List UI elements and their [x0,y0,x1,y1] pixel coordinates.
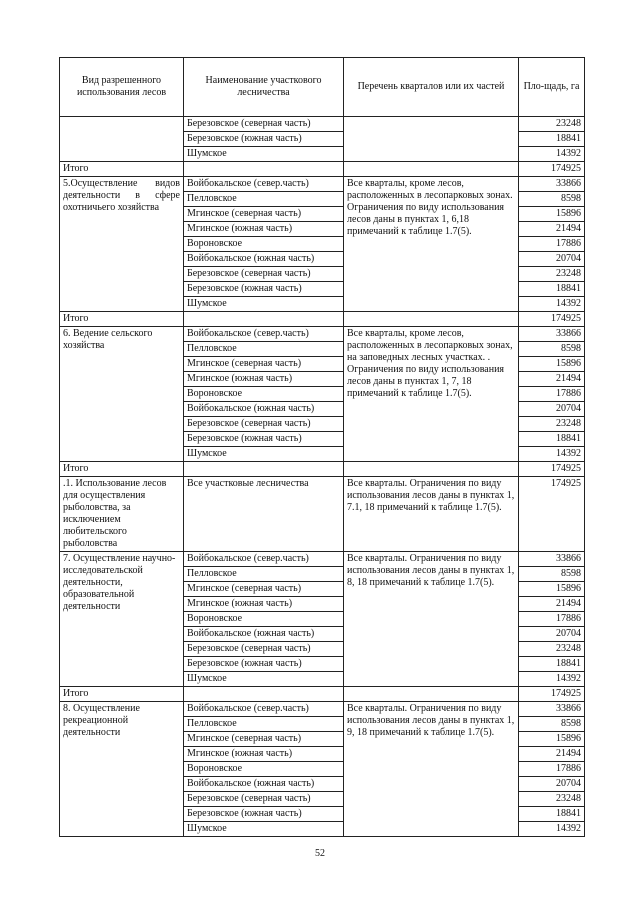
use-type-cell: 6. Ведение сельского хозяйства [60,327,184,462]
forestry-cell: Мгинское (северная часть) [184,732,344,747]
table-row [60,117,585,132]
total-label: Итого [60,162,184,177]
area-cell: 18841 [519,432,585,447]
table-row [60,327,585,342]
forestry-cell: Березовское (южная часть) [184,132,344,147]
header-quarters-list: Перечень кварталов или их частей [344,58,519,117]
forestry-cell: Все участковые лесничества [184,477,344,552]
forestry-cell: Войбокальское (южная часть) [184,627,344,642]
quarters-cell: Все кварталы. Ограничения по виду использования лесов даны в пунктах 1, 8, 18 примечаний к таблице 1.7(5). [344,552,519,687]
area-cell: 21494 [519,222,585,237]
area-cell: 20704 [519,252,585,267]
header-use-type: Вид разрешенного использования лесов [60,58,184,117]
area-cell: 18841 [519,657,585,672]
area-cell: 15896 [519,207,585,222]
use-type-cell: 5.Осуществление видов деятельности в сфере охотничьего хозяйства [60,177,184,312]
forestry-cell: Войбокальское (южная часть) [184,402,344,417]
quarters-cell [344,462,519,477]
area-cell: 20704 [519,627,585,642]
forestry-cell [184,162,344,177]
quarters-cell [344,117,519,162]
forestry-cell: Мгинское (южная часть) [184,747,344,762]
area-cell: 21494 [519,372,585,387]
area-cell: 14392 [519,297,585,312]
use-type-cell: 7. Осуществление научно-исследовательской деятельности, образовательной деятельности [60,552,184,687]
forestry-cell: Войбокальское (север.часть) [184,702,344,717]
area-cell: 174925 [519,312,585,327]
table-header-row [60,58,585,117]
table-row [60,702,585,717]
forestry-cell: Шумское [184,447,344,462]
forestry-cell: Войбокальское (южная часть) [184,252,344,267]
forestry-cell [184,312,344,327]
forestry-cell: Березовское (южная часть) [184,432,344,447]
forestry-cell: Мгинское (северная часть) [184,357,344,372]
forestry-cell: Пелловское [184,192,344,207]
area-cell: 14392 [519,822,585,837]
area-cell: 174925 [519,462,585,477]
area-cell: 8598 [519,192,585,207]
forestry-cell: Пелловское [184,342,344,357]
forestry-cell: Войбокальское (север.часть) [184,327,344,342]
header-area: Пло-щадь, га [519,58,585,117]
quarters-cell: Все кварталы. Ограничения по виду использования лесов даны в пунктах 1, 7.1, 18 примечаний к таблице 1.7(5). [344,477,519,552]
forestry-cell: Березовское (северная часть) [184,642,344,657]
area-cell: 8598 [519,342,585,357]
forestry-cell: Вороновское [184,237,344,252]
forestry-cell: Вороновское [184,612,344,627]
use-type-cell: 8. Осуществление рекреационной деятельности [60,702,184,837]
total-label: Итого [60,462,184,477]
area-cell: 33866 [519,177,585,192]
area-cell: 17886 [519,762,585,777]
area-cell: 18841 [519,807,585,822]
forestry-cell: Пелловское [184,717,344,732]
quarters-cell: Все кварталы. Ограничения по виду использования лесов даны в пунктах 1, 9, 18 примечаний к таблице 1.7(5). [344,702,519,837]
area-cell: 17886 [519,237,585,252]
area-cell: 17886 [519,387,585,402]
area-cell: 20704 [519,402,585,417]
forestry-cell: Березовское (северная часть) [184,267,344,282]
area-cell: 14392 [519,147,585,162]
table-row [60,477,585,552]
area-cell: 21494 [519,747,585,762]
area-cell: 20704 [519,777,585,792]
forestry-cell: Мгинское (южная часть) [184,222,344,237]
forestry-cell: Войбокальское (север.часть) [184,177,344,192]
total-row [60,687,585,702]
forestry-cell: Березовское (южная часть) [184,282,344,297]
forestry-cell: Мгинское (северная часть) [184,582,344,597]
area-cell: 23248 [519,792,585,807]
area-cell: 33866 [519,552,585,567]
forestry-cell [184,687,344,702]
area-cell: 14392 [519,447,585,462]
quarters-cell [344,312,519,327]
quarters-cell [344,687,519,702]
area-cell: 15896 [519,357,585,372]
forestry-cell: Березовское (южная часть) [184,807,344,822]
page-number: 52 [315,848,325,859]
total-row [60,462,585,477]
area-cell: 33866 [519,327,585,342]
area-cell: 18841 [519,282,585,297]
use-type-cell: .1. Использование лесов для осуществления рыболовства, за исключением любительского рыболовства [60,477,184,552]
total-label: Итого [60,312,184,327]
forestry-cell: Вороновское [184,387,344,402]
forestry-cell: Шумское [184,672,344,687]
area-cell: 23248 [519,642,585,657]
use-type-cell [60,117,184,162]
forestry-cell: Березовское (северная часть) [184,417,344,432]
area-cell: 33866 [519,702,585,717]
table-row [60,177,585,192]
forestry-cell: Мгинское (северная часть) [184,207,344,222]
area-cell: 23248 [519,267,585,282]
area-cell: 174925 [519,687,585,702]
area-cell: 15896 [519,732,585,747]
area-cell: 8598 [519,567,585,582]
forestry-cell: Мгинское (южная часть) [184,372,344,387]
area-cell: 23248 [519,417,585,432]
area-cell: 17886 [519,612,585,627]
header-forestry-name: Наименование участкового лесничества [184,58,344,117]
total-label: Итого [60,687,184,702]
area-cell: 8598 [519,717,585,732]
forest-use-table [59,57,585,837]
area-cell: 14392 [519,672,585,687]
forestry-cell: Мгинское (южная часть) [184,597,344,612]
total-row [60,162,585,177]
forestry-cell: Пелловское [184,567,344,582]
forestry-cell: Войбокальское (южная часть) [184,777,344,792]
area-cell: 174925 [519,477,585,552]
area-cell: 174925 [519,162,585,177]
quarters-cell: Все кварталы, кроме лесов, расположенных в лесопарковых зонах, на заповедных лесных участках. . Ограничения по виду использования лесов даны в пунктах 1, 7, 18 примечаний к таблице 1.7(5). [344,327,519,462]
quarters-cell: Все кварталы, кроме лесов, расположенных в лесопарковых зонах. Ограничения по виду использования лесов даны в пунктах 1, 6,18 примечаний к таблице 1.7(5). [344,177,519,312]
area-cell: 21494 [519,597,585,612]
area-cell: 23248 [519,117,585,132]
forestry-cell: Березовское (северная часть) [184,117,344,132]
forestry-cell [184,462,344,477]
forestry-cell: Шумское [184,147,344,162]
forestry-cell: Шумское [184,297,344,312]
forestry-cell: Войбокальское (север.часть) [184,552,344,567]
forestry-cell: Березовское (южная часть) [184,657,344,672]
area-cell: 18841 [519,132,585,147]
table-row [60,552,585,567]
forestry-cell: Березовское (северная часть) [184,792,344,807]
forestry-cell: Шумское [184,822,344,837]
area-cell: 15896 [519,582,585,597]
forestry-cell: Вороновское [184,762,344,777]
quarters-cell [344,162,519,177]
total-row [60,312,585,327]
